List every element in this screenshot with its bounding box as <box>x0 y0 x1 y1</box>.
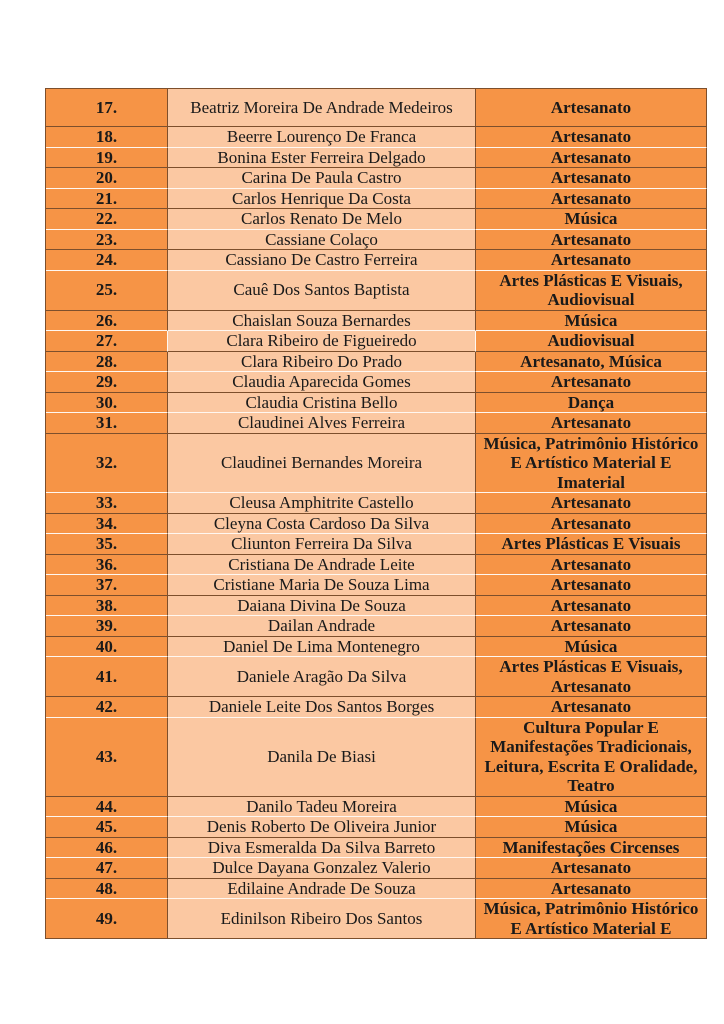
table-row <box>46 352 707 373</box>
table-body <box>46 89 707 939</box>
participant-name: Cristiana De Andrade Leite <box>168 555 476 576</box>
row-number: 36. <box>46 555 168 576</box>
participants-table <box>45 88 707 939</box>
category <box>476 127 707 148</box>
table-row <box>46 331 707 352</box>
table-row <box>46 230 707 251</box>
table-row <box>46 637 707 658</box>
category <box>476 168 707 189</box>
row-number: 21. <box>46 189 168 210</box>
category-line: Audiovisual <box>547 290 635 309</box>
participant-name: Claudia Aparecida Gomes <box>168 372 476 393</box>
table-row <box>46 148 707 169</box>
category-line: Artesanato <box>550 97 632 117</box>
row-number: 47. <box>46 858 168 879</box>
participant-name: Cauê Dos Santos Baptista <box>168 271 476 311</box>
category-line: Artesanato <box>550 413 632 432</box>
row-number: 25. <box>46 271 168 311</box>
category-line: Artesanato <box>550 676 632 696</box>
participant-name: Beatriz Moreira De Andrade Medeiros <box>168 89 476 127</box>
table-row <box>46 657 707 697</box>
category-line: Artesanato <box>550 229 632 249</box>
table-row <box>46 372 707 393</box>
category-line: Música, Patrimônio Histórico <box>483 433 699 453</box>
category <box>476 797 707 818</box>
row-number: 23. <box>46 230 168 251</box>
table-row <box>46 514 707 535</box>
category <box>476 858 707 879</box>
category-line: Leitura, Escrita E Oralidade, <box>484 756 698 776</box>
category-line: Artes Plásticas E Visuais <box>501 534 681 553</box>
participant-name: Diva Esmeralda Da Silva Barreto <box>168 838 476 859</box>
table-row <box>46 168 707 189</box>
category-line: Artesanato <box>550 127 632 146</box>
category <box>476 89 707 127</box>
participant-name: Denis Roberto De Oliveira Junior <box>168 817 476 838</box>
participant-name: Claudinei Bernandes Moreira <box>168 434 476 494</box>
category-line: Artesanato <box>550 858 632 877</box>
row-number: 32. <box>46 434 168 494</box>
category-line: E Artístico Material E <box>510 453 672 472</box>
category <box>476 817 707 838</box>
table-row <box>46 493 707 514</box>
category <box>476 271 707 311</box>
category <box>476 331 707 352</box>
table-row <box>46 250 707 271</box>
category-line: Audiovisual <box>547 331 635 350</box>
category <box>476 352 707 373</box>
table-row <box>46 575 707 596</box>
row-number: 30. <box>46 393 168 414</box>
row-number: 26. <box>46 311 168 332</box>
participant-name: Daiana Divina De Souza <box>168 596 476 617</box>
participant-name: Claudinei Alves Ferreira <box>168 413 476 434</box>
participant-name: Daniel De Lima Montenegro <box>168 637 476 658</box>
row-number: 35. <box>46 534 168 555</box>
category-line: Artesanato <box>550 513 632 533</box>
participant-name: Cleyna Costa Cardoso Da Silva <box>168 514 476 535</box>
table-row <box>46 718 707 797</box>
table-row <box>46 209 707 230</box>
table-row <box>46 879 707 900</box>
participant-name: Cleusa Amphitrite Castello <box>168 493 476 514</box>
participant-name: Cliunton Ferreira Da Silva <box>168 534 476 555</box>
participant-name: Chaislan Souza Bernardes <box>168 311 476 332</box>
category <box>476 372 707 393</box>
table-row <box>46 311 707 332</box>
row-number: 22. <box>46 209 168 230</box>
category <box>476 575 707 596</box>
category-line: Artesanato <box>550 147 632 167</box>
category-line: Cultura Popular E <box>523 717 659 737</box>
category-line: Artesanato <box>550 168 632 187</box>
participant-name: Edinilson Ribeiro Dos Santos <box>168 899 476 939</box>
row-number: 27. <box>46 331 168 352</box>
row-number: 34. <box>46 514 168 535</box>
participant-name: Cristiane Maria De Souza Lima <box>168 575 476 596</box>
row-number: 48. <box>46 879 168 900</box>
table-row <box>46 127 707 148</box>
participant-name: Daniele Aragão Da Silva <box>168 657 476 697</box>
category <box>476 697 707 718</box>
category-line: Música, Patrimônio Histórico <box>483 899 699 918</box>
row-number: 43. <box>46 718 168 797</box>
participant-name: Dailan Andrade <box>168 616 476 637</box>
row-number: 18. <box>46 127 168 148</box>
row-number: 19. <box>46 148 168 169</box>
table-row <box>46 434 707 494</box>
participant-name: Clara Ribeiro de Figueiredo <box>168 331 476 352</box>
category-line: Artesanato <box>550 372 632 391</box>
row-number: 49. <box>46 899 168 939</box>
category <box>476 555 707 576</box>
category-line: Artesanato <box>550 250 632 269</box>
category <box>476 899 707 939</box>
category-line: Artesanato <box>550 878 632 898</box>
category-line: Música <box>564 310 618 330</box>
row-number: 24. <box>46 250 168 271</box>
category <box>476 879 707 900</box>
category-line: Artes Plásticas E Visuais, <box>499 270 683 290</box>
category <box>476 596 707 617</box>
category-line: Artesanato <box>550 697 632 716</box>
participant-name: Carlos Renato De Melo <box>168 209 476 230</box>
category <box>476 514 707 535</box>
category-line: Artesanato <box>550 595 632 615</box>
category <box>476 637 707 658</box>
category-line: Artesanato <box>550 493 632 512</box>
row-number: 29. <box>46 372 168 393</box>
category-line: Manifestações Tradicionais, <box>490 737 692 756</box>
row-number: 17. <box>46 89 168 127</box>
category-line: Artesanato <box>550 188 632 208</box>
table-row <box>46 616 707 637</box>
table-row <box>46 555 707 576</box>
row-number: 31. <box>46 413 168 434</box>
category-line: Artesanato <box>550 575 632 594</box>
row-number: 33. <box>46 493 168 514</box>
row-number: 42. <box>46 697 168 718</box>
table-row <box>46 838 707 859</box>
category <box>476 189 707 210</box>
category <box>476 250 707 271</box>
category <box>476 718 707 797</box>
category <box>476 148 707 169</box>
category-line: Artes Plásticas E Visuais, <box>499 657 683 676</box>
category <box>476 434 707 494</box>
category-line: Imaterial <box>557 472 625 492</box>
category-line: Música <box>564 796 618 816</box>
category-line: Manifestações Circenses <box>502 837 680 857</box>
row-number: 20. <box>46 168 168 189</box>
row-number: 28. <box>46 352 168 373</box>
category <box>476 311 707 332</box>
participant-name: Danilo Tadeu Moreira <box>168 797 476 818</box>
category-line: Música <box>564 636 618 656</box>
category <box>476 657 707 697</box>
participant-name: Carlos Henrique Da Costa <box>168 189 476 210</box>
participant-name: Carina De Paula Castro <box>168 168 476 189</box>
category-line: Música <box>564 209 618 228</box>
category <box>476 616 707 637</box>
participant-name: Claudia Cristina Bello <box>168 393 476 414</box>
category <box>476 534 707 555</box>
category-line: Artesanato <box>550 554 632 574</box>
participant-name: Edilaine Andrade De Souza <box>168 879 476 900</box>
table-row <box>46 534 707 555</box>
table-row <box>46 899 707 939</box>
table-row <box>46 596 707 617</box>
category-line: Dança <box>567 392 615 412</box>
table-row <box>46 271 707 311</box>
participant-name: Dulce Dayana Gonzalez Valerio <box>168 858 476 879</box>
table-row <box>46 858 707 879</box>
category-line: E Artístico Material E <box>510 918 672 938</box>
category <box>476 838 707 859</box>
table-row <box>46 393 707 414</box>
participant-name: Cassiano De Castro Ferreira <box>168 250 476 271</box>
category <box>476 413 707 434</box>
row-number: 37. <box>46 575 168 596</box>
row-number: 44. <box>46 797 168 818</box>
table-row <box>46 797 707 818</box>
participant-name: Bonina Ester Ferreira Delgado <box>168 148 476 169</box>
category <box>476 230 707 251</box>
row-number: 38. <box>46 596 168 617</box>
table-row <box>46 189 707 210</box>
participant-name: Beerre Lourenço De Franca <box>168 127 476 148</box>
table-row <box>46 697 707 718</box>
participant-name: Clara Ribeiro Do Prado <box>168 352 476 373</box>
row-number: 39. <box>46 616 168 637</box>
category <box>476 393 707 414</box>
table-row <box>46 817 707 838</box>
participant-name: Danila De Biasi <box>168 718 476 797</box>
participant-name: Daniele Leite Dos Santos Borges <box>168 697 476 718</box>
row-number: 41. <box>46 657 168 697</box>
category-line: Artesanato <box>550 616 632 635</box>
table-row <box>46 89 707 127</box>
table-row <box>46 413 707 434</box>
row-number: 40. <box>46 637 168 658</box>
category-line: Música <box>564 817 618 836</box>
category-line: Artesanato, Música <box>520 351 662 371</box>
category-line: Teatro <box>567 776 615 795</box>
category <box>476 493 707 514</box>
participant-name: Cassiane Colaço <box>168 230 476 251</box>
row-number: 46. <box>46 838 168 859</box>
category <box>476 209 707 230</box>
row-number: 45. <box>46 817 168 838</box>
